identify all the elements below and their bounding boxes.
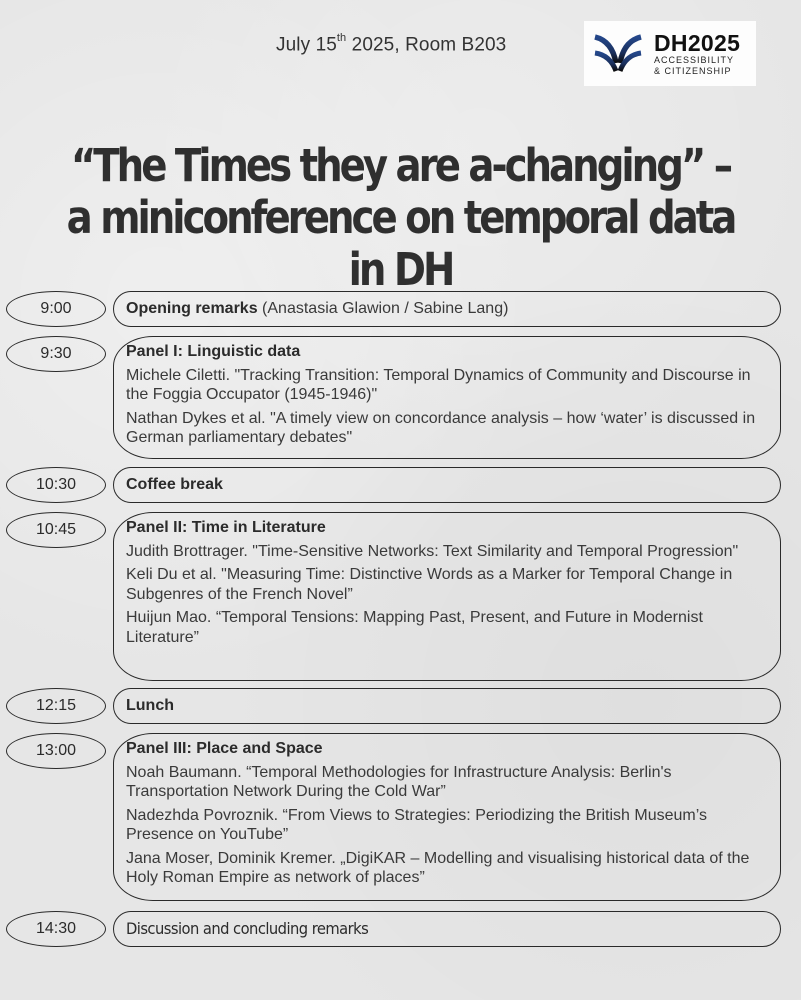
session-note: (Anastasia Glawion / Sabine Lang) xyxy=(257,300,509,318)
page-title xyxy=(56,140,745,296)
talk-item: Judith Brottrager. "Time-Sensitive Networks: Text Similarity and Temporal Progression" xyxy=(126,542,739,560)
session-box xyxy=(113,733,781,901)
time-pill: 9:30 xyxy=(6,336,106,372)
date-ordinal: th xyxy=(336,32,347,44)
logo-name: DH2025 xyxy=(654,29,741,56)
logo-line-1: ACCESSIBILITY xyxy=(654,54,735,65)
session-box xyxy=(113,336,781,459)
talk-item: Nadezhda Povroznik. “From Views to Strategies: Periodizing the British Museum’s Presence on YouTube” xyxy=(126,806,707,843)
time-pill: 10:30 xyxy=(6,467,106,503)
title-line-1: “The Times they are a-changing” – xyxy=(70,139,731,192)
time-pill: 10:45 xyxy=(6,512,106,548)
session-box xyxy=(113,911,781,947)
session-box xyxy=(113,291,781,327)
time-pill: 9:00 xyxy=(6,291,106,327)
session-box xyxy=(113,467,781,503)
date-text: July 15 xyxy=(276,34,337,56)
session-title: Lunch xyxy=(126,697,174,715)
time-pill: 12:15 xyxy=(6,688,106,724)
session-title: Discussion and concluding remarks xyxy=(126,919,369,939)
talk-item: Jana Moser, Dominik Kremer. „DigiKAR – Modelling and visualising historical data of the Holy Roman Empire as network of places” xyxy=(126,849,750,886)
logo-line-2: & CITIZENSHIP xyxy=(654,65,732,76)
talk-item: Michele Ciletti. "Tracking Transition: Temporal Dynamics of Community and Discourse in the Foggia Occupator (1945-1946)" xyxy=(126,366,751,403)
session-title: Panel I: Linguistic data xyxy=(126,343,301,360)
talk-item: Noah Baumann. “Temporal Methodologies for Infrastructure Analysis: Berlin's Transportation Network During the Cold War” xyxy=(126,763,672,800)
tree-fan-logo-icon xyxy=(592,29,644,79)
time-pill: 13:00 xyxy=(6,733,106,769)
date-room-text: 2025, Room B203 xyxy=(346,34,507,56)
session-title: Coffee break xyxy=(126,476,223,494)
title-line-2: a miniconference on temporal data in DH xyxy=(66,191,735,296)
talk-item: Nathan Dykes et al. "A timely view on concordance analysis – how ‘water’ is discussed in German parliamentary debates" xyxy=(126,409,756,446)
session-title: Panel II: Time in Literature xyxy=(126,519,326,536)
event-date-room xyxy=(276,34,506,56)
session-box xyxy=(113,512,781,681)
session-title: Opening remarks xyxy=(126,300,258,318)
time-pill: 14:30 xyxy=(6,911,106,947)
session-box xyxy=(113,688,781,724)
talk-item: Huijun Mao. “Temporal Tensions: Mapping Past, Present, and Future in Modernist Literature” xyxy=(126,609,703,646)
session-title: Panel III: Place and Space xyxy=(126,740,323,757)
dh2025-logo xyxy=(584,21,756,86)
talk-item: Keli Du et al. "Measuring Time: Distinctive Words as a Marker for Temporal Change in Subgenres of the French Novel” xyxy=(126,566,733,603)
